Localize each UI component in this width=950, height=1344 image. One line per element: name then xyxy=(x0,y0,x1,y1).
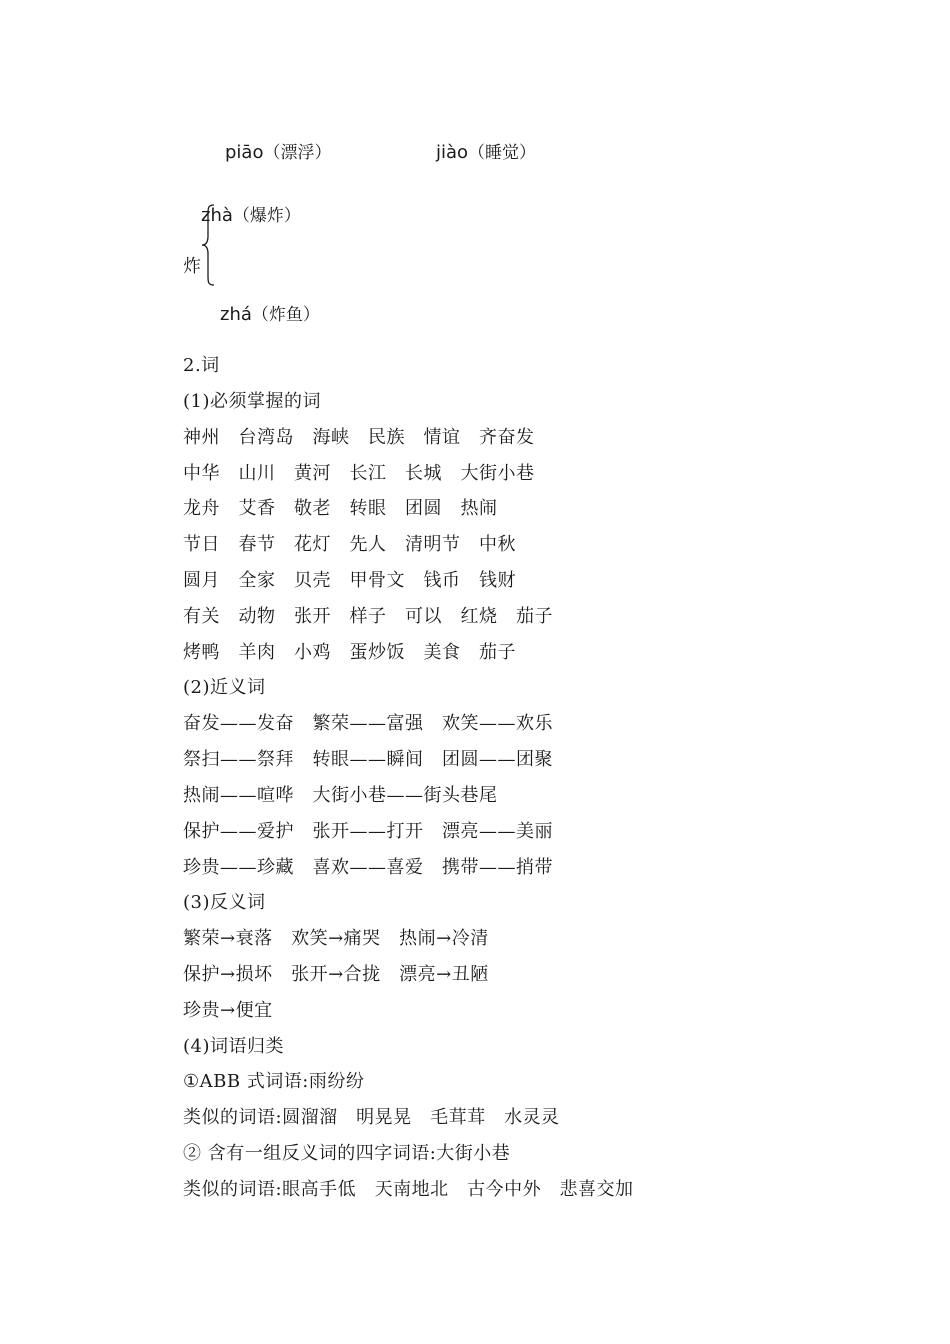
word-list-line: 神州 台湾岛 海峡 民族 情谊 齐奋发 xyxy=(183,427,535,448)
synonym-line: 祭扫——祭拜 转眼——瞬间 团圆——团聚 xyxy=(183,749,553,770)
subsection-heading: (4)词语归类 xyxy=(183,1036,284,1057)
polyphone-char: 炸 xyxy=(183,256,201,277)
word-list-line: 有关 动物 张开 样子 可以 红烧 茄子 xyxy=(183,606,553,627)
category-line: ② 含有一组反义词的四字词语:大街小巷 xyxy=(183,1143,511,1164)
example-word: （漂浮） xyxy=(263,143,332,163)
polyphone-lower xyxy=(220,300,320,325)
word-list-line: 龙舟 艾香 敬老 转眼 团圆 热闹 xyxy=(183,498,498,519)
synonym-line: 保护——爱护 张开——打开 漂亮——美丽 xyxy=(183,821,553,842)
pinyin-text: zhá xyxy=(220,304,252,325)
antonym-line: 繁荣→衰落 欢笑→痛哭 热闹→冷清 xyxy=(183,928,489,949)
antonym-line: 珍贵→便宜 xyxy=(183,1000,273,1021)
example-word: （炸鱼） xyxy=(251,305,320,325)
subsection-heading: (1)必须掌握的词 xyxy=(183,391,321,412)
example-word: （爆炸） xyxy=(232,206,301,226)
synonym-line: 珍贵——珍藏 喜欢——喜爱 携带——捎带 xyxy=(183,857,553,878)
synonym-line: 热闹——喧哗 大街小巷——街头巷尾 xyxy=(183,785,498,806)
word-list-line: 节日 春节 花灯 先人 清明节 中秋 xyxy=(183,534,516,555)
word-list-line: 烤鸭 羊肉 小鸡 蛋炒饭 美食 茄子 xyxy=(183,642,516,663)
pinyin-text: zhà xyxy=(201,205,233,226)
subsection-heading: (3)反义词 xyxy=(183,892,266,913)
category-line: 类似的词语:圆溜溜 明晃晃 毛茸茸 水灵灵 xyxy=(183,1107,560,1128)
section-heading: 2.词 xyxy=(183,355,220,376)
synonym-line: 奋发——发奋 繁荣——富强 欢笑——欢乐 xyxy=(183,713,553,734)
subsection-heading: (2)近义词 xyxy=(183,677,266,698)
pinyin-text: piāo xyxy=(225,142,264,163)
category-line: ①ABB 式词语:雨纷纷 xyxy=(183,1071,365,1092)
word-list-line: 圆月 全家 贝壳 甲骨文 钱币 钱财 xyxy=(183,570,516,591)
pinyin-entry-piao xyxy=(225,138,331,163)
pinyin-text: jiào xyxy=(436,142,469,163)
antonym-line: 保护→损坏 张开→合拢 漂亮→丑陋 xyxy=(183,964,489,985)
example-word: （睡觉） xyxy=(468,143,537,163)
pinyin-entry-jiao xyxy=(436,138,536,163)
curly-brace-icon xyxy=(200,204,216,286)
word-list-line: 中华 山川 黄河 长江 长城 大街小巷 xyxy=(183,463,535,484)
category-line: 类似的词语:眼高手低 天南地北 古今中外 悲喜交加 xyxy=(183,1179,634,1200)
